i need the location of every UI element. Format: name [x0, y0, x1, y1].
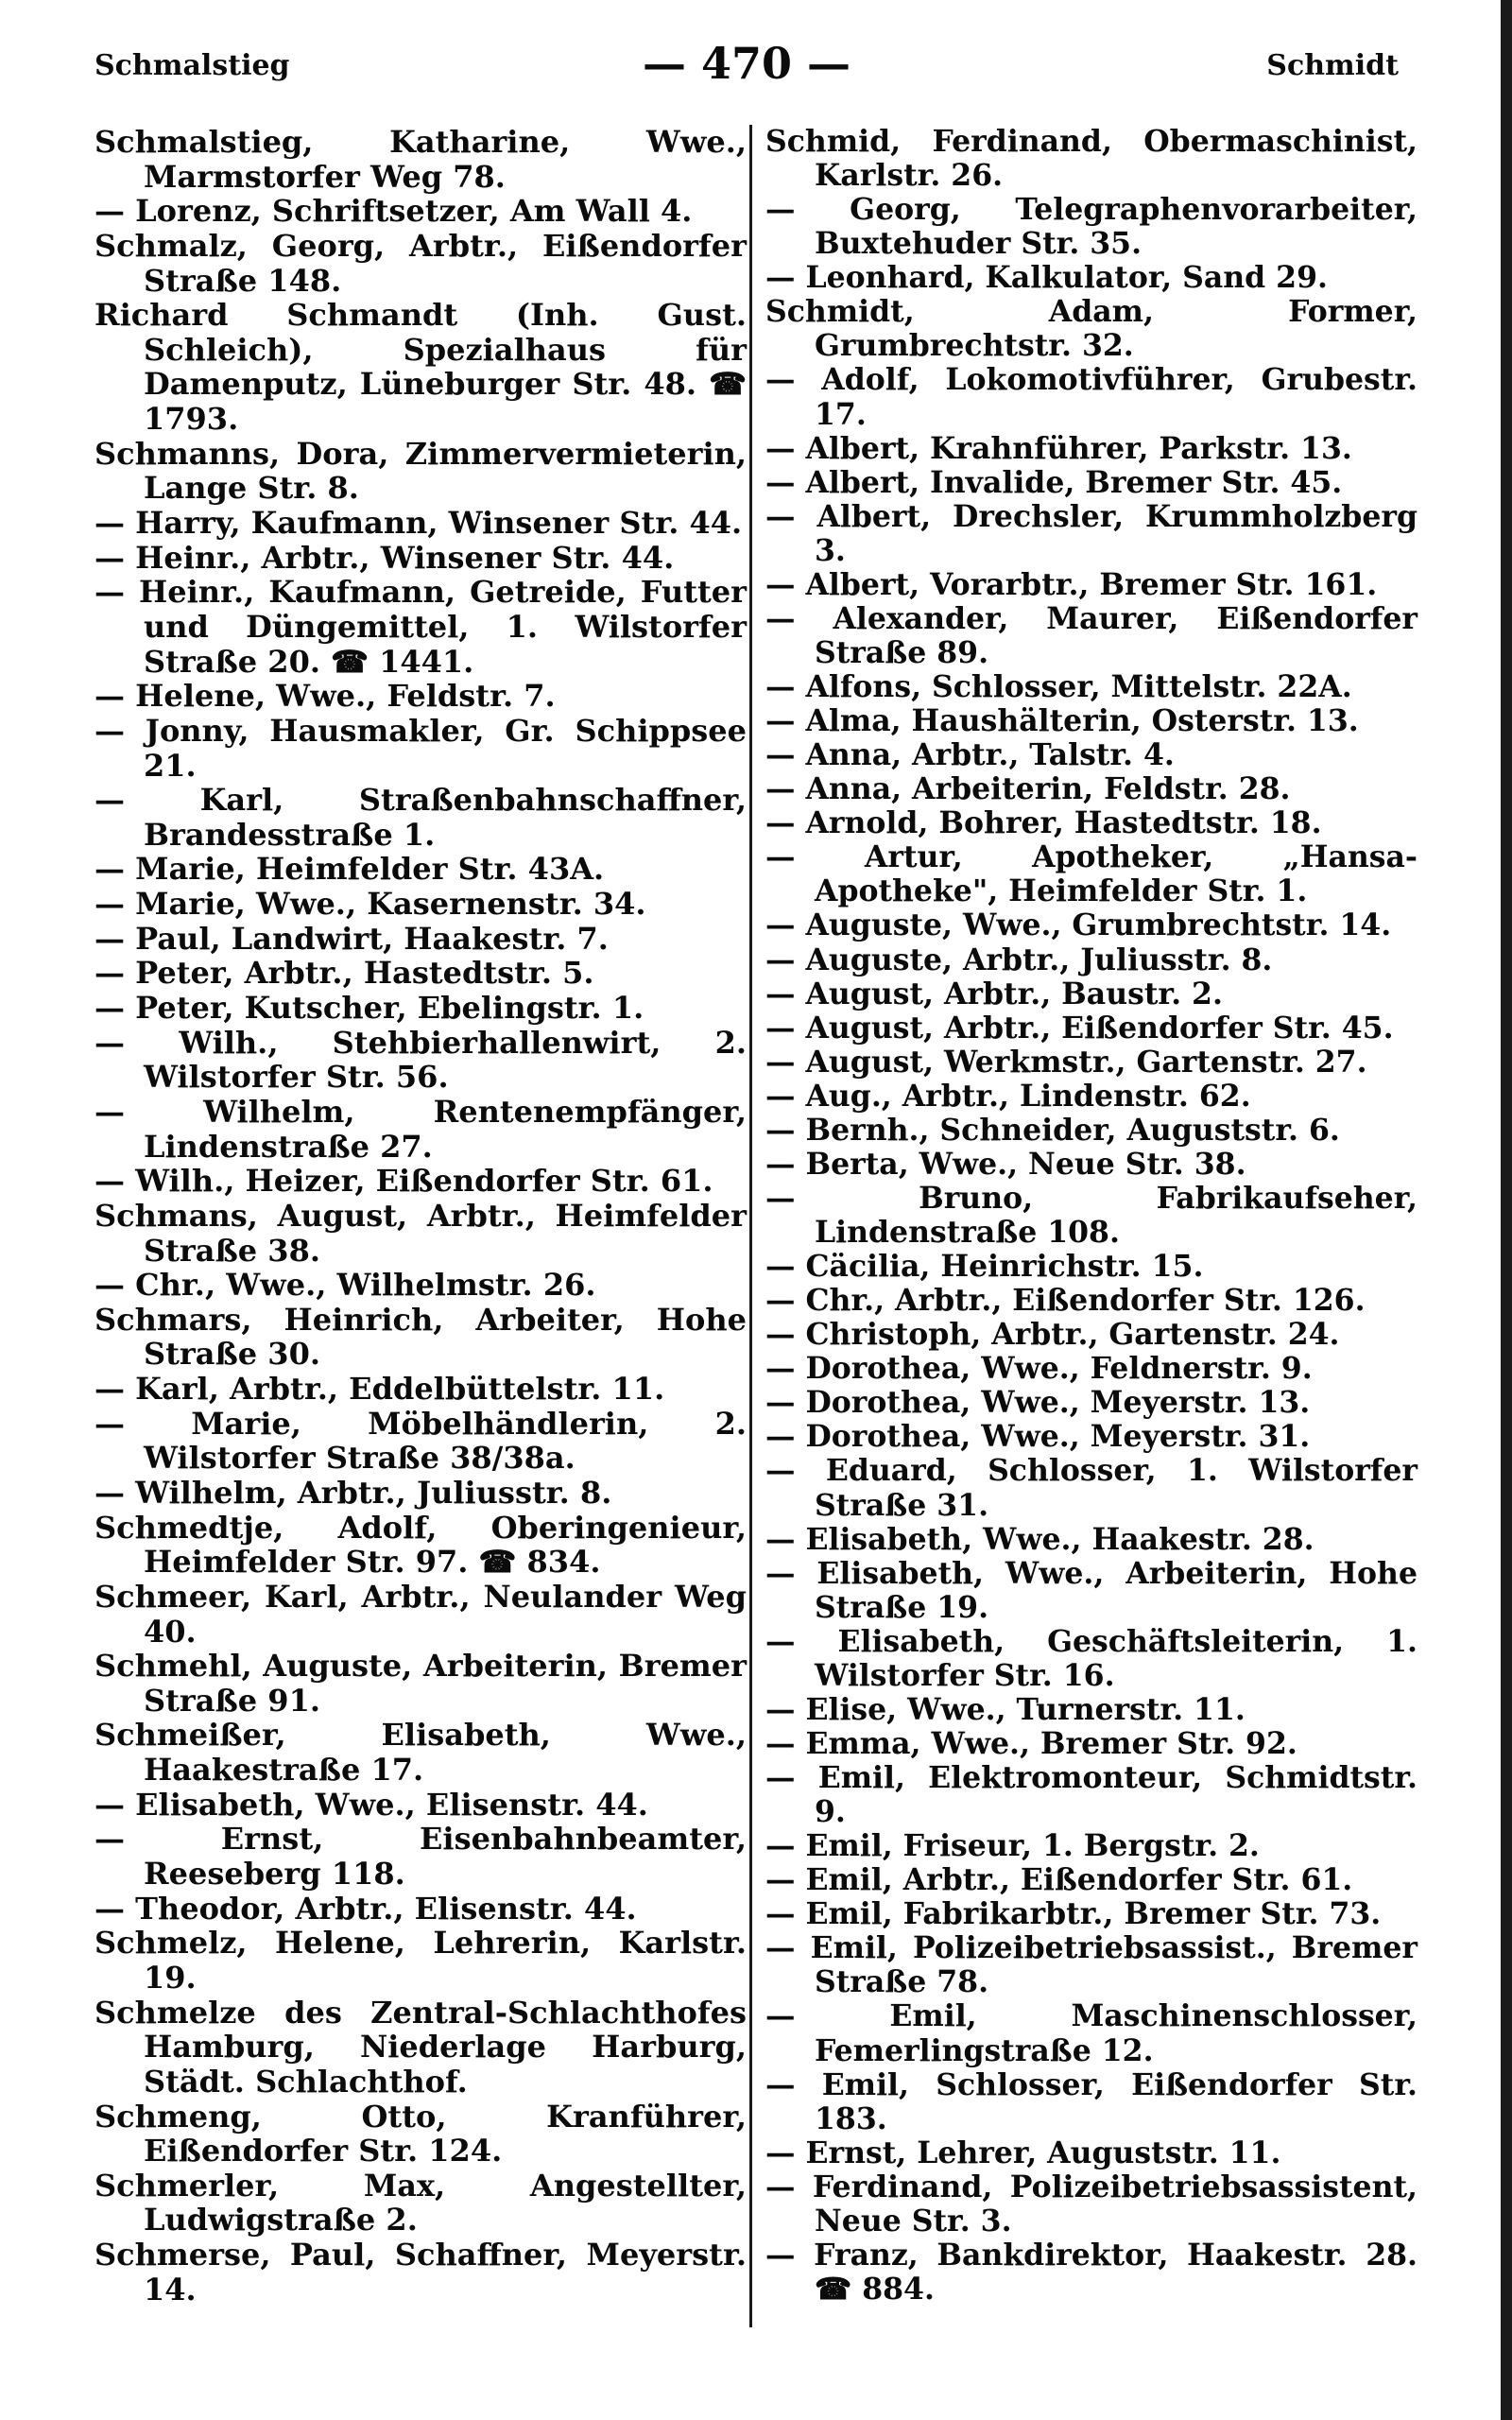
directory-entry: — Emil, Schlosser, Eißendorfer Str. 183.: [765, 2066, 1418, 2136]
directory-entry: — Ernst, Lehrer, Auguststr. 11.: [765, 2135, 1281, 2170]
directory-entry: — Karl, Straßenbahnschaffner, Brandesstraße 1.: [94, 782, 747, 853]
directory-entry: — Elisabeth, Geschäftsleiterin, 1. Wilstorfer Str. 16.: [765, 1623, 1418, 1693]
directory-entry: — Albert, Krahnführer, Parkstr. 13.: [765, 430, 1352, 466]
left-column: [94, 125, 747, 2307]
directory-entry: — Adolf, Lokomotivführer, Grubestr. 17.: [765, 362, 1418, 432]
directory-entry: Schmerler, Max, Angestellter, Ludwigstraße 2.: [94, 2167, 747, 2238]
directory-entry: Schmehl, Auguste, Arbeiterin, Bremer Straße 91.: [94, 1648, 747, 1719]
directory-entry: — August, Arbtr., Eißendorfer Str. 45.: [765, 1010, 1394, 1046]
directory-entry: — Albert, Vorarbtr., Bremer Str. 161.: [765, 566, 1378, 602]
directory-entry: — Alma, Haushälterin, Osterstr. 13.: [765, 703, 1359, 739]
directory-entry: Schmelz, Helene, Lehrerin, Karlstr. 19.: [94, 1925, 747, 1996]
directory-entry: — Emil, Arbtr., Eißendorfer Str. 61.: [765, 1862, 1353, 1898]
directory-entry: — Dorothea, Wwe., Meyerstr. 31.: [765, 1419, 1311, 1455]
directory-entry: — Emil, Elektromonteur, Schmidtstr. 9.: [765, 1760, 1418, 1830]
header-right-catchword: Schmidt: [1266, 49, 1399, 82]
directory-entry: — Dorothea, Wwe., Feldnerstr. 9.: [765, 1351, 1313, 1387]
directory-entry: — Eduard, Schlosser, 1. Wilstorfer Straße 31.: [765, 1453, 1418, 1523]
directory-entry: Schmans, August, Arbtr., Heimfelder Straße 38.: [94, 1197, 747, 1269]
directory-entry: — Bernh., Schneider, Auguststr. 6.: [765, 1112, 1340, 1148]
directory-entry: — Peter, Kutscher, Ebelingstr. 1.: [94, 990, 644, 1027]
directory-entry: — Georg, Telegraphenvorarbeiter, Buxtehuder Str. 35.: [765, 192, 1418, 262]
directory-entry: — Cäcilia, Heinrichstr. 15.: [765, 1249, 1204, 1285]
directory-entry: — Emil, Fabrikarbtr., Bremer Str. 73.: [765, 1896, 1382, 1932]
directory-entry: — Wilhelm, Arbtr., Juliusstr. 8.: [94, 1474, 612, 1511]
directory-entry: — Emil, Friseur, 1. Bergstr. 2.: [765, 1828, 1260, 1864]
directory-entry: — Emil, Maschinenschlosser, Femerlingstraße 12.: [765, 1998, 1418, 2068]
directory-entry: — Wilhelm, Rentenempfänger, Lindenstraße 27.: [94, 1093, 747, 1165]
directory-entry: Schmerse, Paul, Schaffner, Meyerstr. 14.: [94, 2237, 747, 2308]
directory-entry: — Elisabeth, Wwe., Elisenstr. 44.: [94, 1786, 648, 1823]
directory-entry: — Paul, Landwirt, Haakestr. 7.: [94, 920, 609, 957]
directory-entry: — Anna, Arbtr., Talstr. 4.: [765, 737, 1175, 773]
directory-entry: — Elise, Wwe., Turnerstr. 11.: [765, 1691, 1246, 1727]
directory-entry: — Elisabeth, Wwe., Arbeiterin, Hohe Straße 19.: [765, 1555, 1418, 1625]
header-left-catchword: Schmalstieg: [94, 49, 290, 82]
directory-entry: — Emil, Polizeibetriebsassist., Bremer Straße 78.: [765, 1930, 1418, 2000]
directory-entry: — Anna, Arbeiterin, Feldstr. 28.: [765, 771, 1291, 807]
directory-entry: Schmelze des Zentral-Schlachthofes Hamburg, Niederlage Harburg, Städt. Schlachthof.: [94, 1994, 747, 2100]
directory-entry: — Alexander, Maurer, Eißendorfer Straße 89.: [765, 600, 1418, 670]
directory-entry: — Marie, Heimfelder Str. 43A.: [94, 851, 605, 888]
directory-entry: — Elisabeth, Wwe., Haakestr. 28.: [765, 1521, 1314, 1557]
page-number: — 470 —: [642, 38, 851, 89]
directory-entry: — Berta, Wwe., Neue Str. 38.: [765, 1146, 1246, 1182]
right-column: [765, 125, 1418, 2307]
column-divider: [749, 125, 752, 2327]
directory-entry: Schmeißer, Elisabeth, Wwe., Haakestraße 17.: [94, 1717, 747, 1789]
directory-entry: — Arnold, Bohrer, Hastedtstr. 18.: [765, 805, 1322, 841]
directory-entry: Schmidt, Adam, Former, Grumbrechtstr. 32.: [765, 294, 1418, 364]
directory-entry: — Heinr., Kaufmann, Getreide, Futter und Düngemittel, 1. Wilstorfer Straße 20. ☎ 1441.: [94, 574, 747, 680]
directory-entry: Schmeer, Karl, Arbtr., Neulander Weg 40.: [94, 1578, 747, 1650]
directory-entry: — August, Arbtr., Baustr. 2.: [765, 976, 1223, 1011]
directory-entry: — Albert, Invalide, Bremer Str. 45.: [765, 464, 1343, 500]
directory-entry: — Wilh., Heizer, Eißendorfer Str. 61.: [94, 1163, 713, 1200]
directory-entry: — Emma, Wwe., Bremer Str. 92.: [765, 1725, 1297, 1761]
directory-entry: — Dorothea, Wwe., Meyerstr. 13.: [765, 1385, 1311, 1421]
directory-entry: — Auguste, Wwe., Grumbrechtstr. 14.: [765, 908, 1392, 943]
page-edge: [1501, 0, 1512, 2420]
directory-entry: Schmalz, Georg, Arbtr., Eißendorfer Straße 148.: [94, 227, 747, 299]
directory-entry: — Wilh., Stehbierhallenwirt, 2. Wilstorfer Str. 56.: [94, 1024, 747, 1096]
directory-entry: — Heinr., Arbtr., Winsener Str. 44.: [94, 539, 675, 576]
directory-entry: — Theodor, Arbtr., Elisenstr. 44.: [94, 1890, 637, 1927]
directory-entry: — Artur, Apotheker, „Hansa-Apotheke", Heimfelder Str. 1.: [765, 839, 1418, 909]
directory-entry: Schmars, Heinrich, Arbeiter, Hohe Straße 30.: [94, 1301, 747, 1373]
directory-entry: — Karl, Arbtr., Eddelbüttelstr. 11.: [94, 1371, 665, 1408]
directory-entry: — Chr., Wwe., Wilhelmstr. 26.: [94, 1267, 596, 1304]
directory-entry: — Ernst, Eisenbahnbeamter, Reeseberg 118.: [94, 1821, 747, 1893]
directory-entry: — Alfons, Schlosser, Mittelstr. 22A.: [765, 669, 1352, 704]
directory-entry: — Bruno, Fabrikaufseher, Lindenstraße 108.: [765, 1180, 1418, 1250]
directory-entry: — Marie, Möbelhändlerin, 2. Wilstorfer Straße 38/38a.: [94, 1405, 747, 1477]
directory-entry: — Franz, Bankdirektor, Haakestr. 28. ☎ 884.: [765, 2237, 1418, 2307]
directory-entry: — Chr., Arbtr., Eißendorfer Str. 126.: [765, 1283, 1366, 1319]
directory-entry: Schmeng, Otto, Kranführer, Eißendorfer Str. 124.: [94, 2098, 747, 2169]
directory-entry: — Helene, Wwe., Feldstr. 7.: [94, 678, 556, 715]
directory-entry: — Leonhard, Kalkulator, Sand 29.: [765, 260, 1328, 296]
directory-entry: — Christoph, Arbtr., Gartenstr. 24.: [765, 1317, 1340, 1353]
directory-entry: — Marie, Wwe., Kasernenstr. 34.: [94, 886, 646, 923]
directory-entry: — Jonny, Hausmakler, Gr. Schippsee 21.: [94, 712, 747, 784]
page-header: [94, 36, 1399, 102]
directory-entry: — Albert, Drechsler, Krummholzberg 3.: [765, 498, 1418, 568]
directory-entry: Schmanns, Dora, Zimmervermieterin, Lange Str. 8.: [94, 435, 747, 507]
directory-entry: — Harry, Kaufmann, Winsener Str. 44.: [94, 505, 743, 542]
directory-entry: — August, Werkmstr., Gartenstr. 27.: [765, 1044, 1367, 1080]
directory-entry: Schmalstieg, Katharine, Wwe., Marmstorfer Weg 78.: [94, 124, 747, 195]
directory-entry: Richard Schmandt (Inh. Gust. Schleich), Spezialhaus für Damenputz, Lüneburger Str. 48. ☎ 1793.: [94, 297, 747, 438]
directory-entry: Schmid, Ferdinand, Obermaschinist, Karlstr. 26.: [765, 124, 1418, 194]
directory-entry: — Lorenz, Schriftsetzer, Am Wall 4.: [94, 193, 693, 230]
directory-entry: — Ferdinand, Polizeibetriebsassistent, Neue Str. 3.: [765, 2169, 1418, 2238]
directory-entry: — Auguste, Arbtr., Juliusstr. 8.: [765, 942, 1273, 977]
directory-entry: — Aug., Arbtr., Lindenstr. 62.: [765, 1078, 1251, 1114]
directory-entry: Schmedtje, Adolf, Oberingenieur, Heimfelder Str. 97. ☎ 834.: [94, 1509, 747, 1581]
directory-entry: — Peter, Arbtr., Hastedtstr. 5.: [94, 955, 594, 992]
